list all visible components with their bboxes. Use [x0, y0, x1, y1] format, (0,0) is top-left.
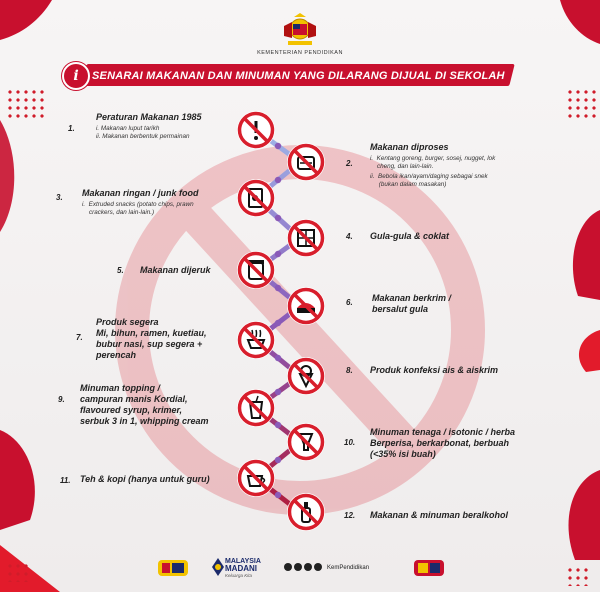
item-9-number: 9. [58, 395, 65, 404]
snack-icon [236, 178, 276, 218]
item-3-number: 3. [56, 193, 63, 202]
item-9-title-line-3: flavoured syrup, krimer, [80, 405, 183, 415]
item-7-title-line-3: bubur nasi, sup segera + [96, 339, 203, 349]
item-5-number: 5. [117, 266, 124, 275]
item-1-number: 1. [68, 124, 75, 133]
item-12-title: Makanan & minuman beralkohol [370, 510, 509, 520]
coffee-cup-icon [236, 458, 276, 498]
instant-noodle-icon [236, 320, 276, 360]
item-6-title-line-1: Makanan berkrim / [372, 293, 452, 303]
item-2-title: Makanan diproses [370, 142, 449, 152]
item-9-title-line-4: serbuk 3 in 1, whipping cream [80, 416, 209, 426]
footer-logo-left [158, 558, 188, 578]
item-7-title-line-2: Mi, bihun, ramen, kuetiau, [96, 328, 207, 338]
item-7-number: 7. [76, 333, 83, 342]
item-10-title-line-1: Minuman tenaga / isotonic / herba [370, 427, 516, 437]
item-9-title-line-2: campuran manis Kordial, [80, 394, 188, 404]
page-title: SENARAI MAKANAN DAN MINUMAN YANG DILARANG DIJUAL DI SEKOLAH [92, 70, 505, 82]
energy-drink-icon [286, 422, 326, 462]
item-2-sub-4: (bukan dalam masakan) [370, 181, 447, 188]
item-7-title-line-1: Produk segera [96, 317, 159, 327]
ministry-name: KEMENTERIAN PENDIDIKAN [257, 50, 343, 56]
footer-logo-text [225, 558, 261, 579]
item-1-sub-1: i. Makanan luput tarikh [96, 125, 160, 132]
footer-logo-right [414, 558, 444, 578]
tiktok-icon[interactable] [284, 563, 292, 571]
alcohol-bottle-icon [286, 492, 326, 532]
footer-logo-line-1: MALAYSIA [225, 558, 261, 565]
item-2-sub-2: cheng, dan lain-lain. [370, 163, 434, 170]
item-8-title: Produk konfeksi ais & aiskrim [370, 365, 499, 375]
item-11-number: 11. [60, 476, 71, 485]
item-1-title: Peraturan Makanan 1985 [96, 112, 202, 122]
footer-tagline: Keluarga Kita [225, 573, 253, 578]
facebook-icon[interactable] [294, 563, 302, 571]
warning-icon [236, 110, 276, 150]
item-11-title: Teh & kopi (hanya untuk guru) [80, 474, 210, 484]
item-7-title-line-4: perencah [96, 350, 137, 360]
item-12-number: 12. [344, 511, 356, 520]
item-4-number: 4. [346, 232, 353, 241]
chocolate-icon [286, 218, 326, 258]
item-6-title-line-2: bersalut gula [372, 304, 429, 314]
item-9-title-line-1: Minuman topping / [80, 383, 160, 393]
item-3-sub-1: i. Extruded snacks (potato chips, prawn [82, 201, 194, 208]
info-icon: i [62, 62, 90, 90]
item-1-sub-2: ii. Makanan berbentuk permainan [96, 133, 190, 140]
footer-logo-line-2: MADANI [225, 564, 257, 573]
item-2-sub-3: ii. Bebola ikan/ayam/daging sebagai snek [370, 173, 488, 180]
item-8-number: 8. [346, 366, 353, 375]
cream-cake-icon [286, 286, 326, 326]
item-10-title-line-2: Berperisa, berkarbonat, berbuah [370, 438, 510, 448]
processed-food-icon [286, 142, 326, 182]
item-4-title: Gula-gula & coklat [370, 231, 450, 241]
social-handle: KemPendidikan [327, 565, 370, 571]
item-10-title-line-3: (<35% isi buah) [370, 449, 436, 459]
item-5-title: Makanan dijeruk [140, 265, 211, 275]
item-2-number: 2. [346, 159, 353, 168]
instagram-icon[interactable] [304, 563, 312, 571]
malaysia-madani-emblem-icon [212, 558, 224, 576]
x-twitter-icon[interactable] [314, 563, 322, 571]
item-3-title: Makanan ringan / junk food [82, 188, 199, 198]
item-10-number: 10. [344, 438, 356, 447]
item-3-sub-2: crackers, dan lain-lain.) [82, 209, 155, 216]
ice-cream-icon [286, 356, 326, 396]
item-2-sub-1: i. Kentang goreng, burger, sosej, nugget, lok [370, 155, 496, 162]
item-6-number: 6. [346, 298, 353, 307]
topping-drink-icon [236, 388, 276, 428]
pickle-jar-icon [236, 250, 276, 290]
